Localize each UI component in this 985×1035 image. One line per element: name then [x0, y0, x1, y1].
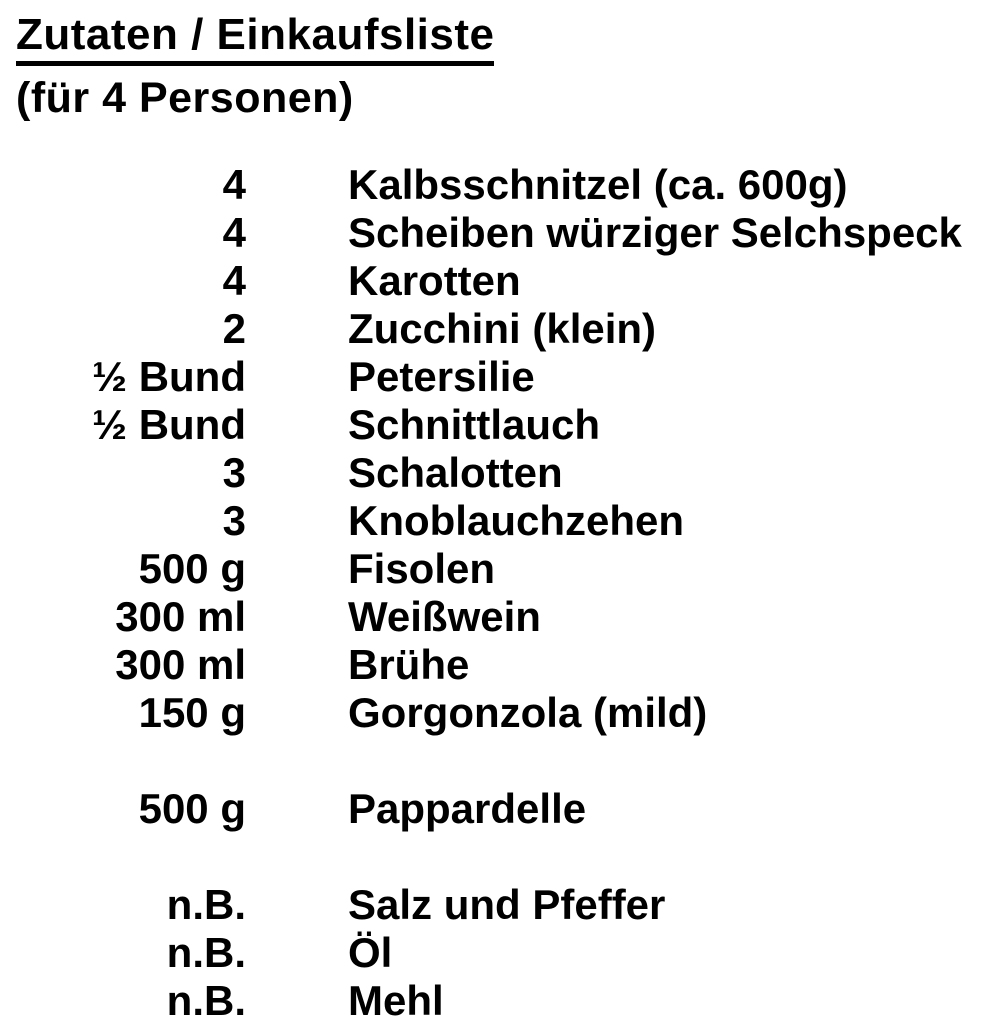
ingredient-name: Kalbsschnitzel (ca. 600g)	[348, 160, 848, 208]
ingredient-quantity: 4	[222, 208, 246, 256]
ingredient-name: Öl	[348, 928, 393, 976]
ingredient-quantity: 3	[222, 448, 246, 496]
ingredient-row	[16, 305, 985, 353]
ingredient-name: Zucchini (klein)	[348, 304, 657, 352]
ingredient-row	[16, 641, 985, 689]
ingredient-quantity: 300 ml	[115, 640, 246, 688]
page-title	[16, 10, 985, 66]
ingredient-name: Pappardelle	[348, 784, 587, 832]
ingredient-quantity: ½ Bund	[92, 352, 246, 400]
ingredient-list	[16, 161, 985, 1025]
ingredient-name: Brühe	[348, 640, 470, 688]
ingredient-row	[16, 449, 985, 497]
ingredient-quantity: 500 g	[138, 544, 246, 592]
ingredient-quantity: ½ Bund	[92, 400, 246, 448]
ingredient-row	[16, 689, 985, 737]
ingredient-name: Schnittlauch	[348, 400, 601, 448]
ingredient-row	[16, 161, 985, 209]
ingredient-quantity: 4	[222, 160, 246, 208]
ingredient-name: Scheiben würziger Selchspeck	[348, 208, 962, 256]
page-subtitle: (für 4 Personen)	[16, 74, 354, 123]
ingredient-row	[16, 545, 985, 593]
ingredient-row	[16, 593, 985, 641]
ingredient-quantity: 2	[222, 304, 246, 352]
ingredient-name: Petersilie	[348, 352, 535, 400]
page-title-text: Zutaten / Einkaufsliste	[16, 10, 494, 66]
ingredient-name: Mehl	[348, 976, 444, 1024]
ingredient-row	[16, 881, 985, 929]
ingredient-quantity: n.B.	[166, 880, 246, 928]
ingredient-quantity: 300 ml	[115, 592, 246, 640]
ingredient-name: Salz und Pfeffer	[348, 880, 666, 928]
ingredient-name: Weißwein	[348, 592, 541, 640]
ingredient-name: Gorgonzola (mild)	[348, 688, 708, 736]
ingredient-row	[16, 977, 985, 1025]
group-spacer	[16, 737, 985, 785]
ingredient-row	[16, 353, 985, 401]
ingredient-quantity: n.B.	[166, 976, 246, 1024]
ingredient-row	[16, 209, 985, 257]
ingredient-name: Knoblauchzehen	[348, 496, 685, 544]
ingredient-quantity: n.B.	[166, 928, 246, 976]
ingredient-quantity: 150 g	[138, 688, 246, 736]
ingredient-quantity: 500 g	[138, 784, 246, 832]
ingredient-name: Fisolen	[348, 544, 496, 592]
ingredient-quantity: 4	[222, 256, 246, 304]
ingredient-name: Schalotten	[348, 448, 563, 496]
ingredient-row	[16, 785, 985, 833]
ingredient-quantity: 3	[222, 496, 246, 544]
ingredient-row	[16, 401, 985, 449]
ingredient-row	[16, 497, 985, 545]
ingredient-row	[16, 257, 985, 305]
ingredient-name: Karotten	[348, 256, 521, 304]
ingredient-row	[16, 929, 985, 977]
group-spacer	[16, 833, 985, 881]
